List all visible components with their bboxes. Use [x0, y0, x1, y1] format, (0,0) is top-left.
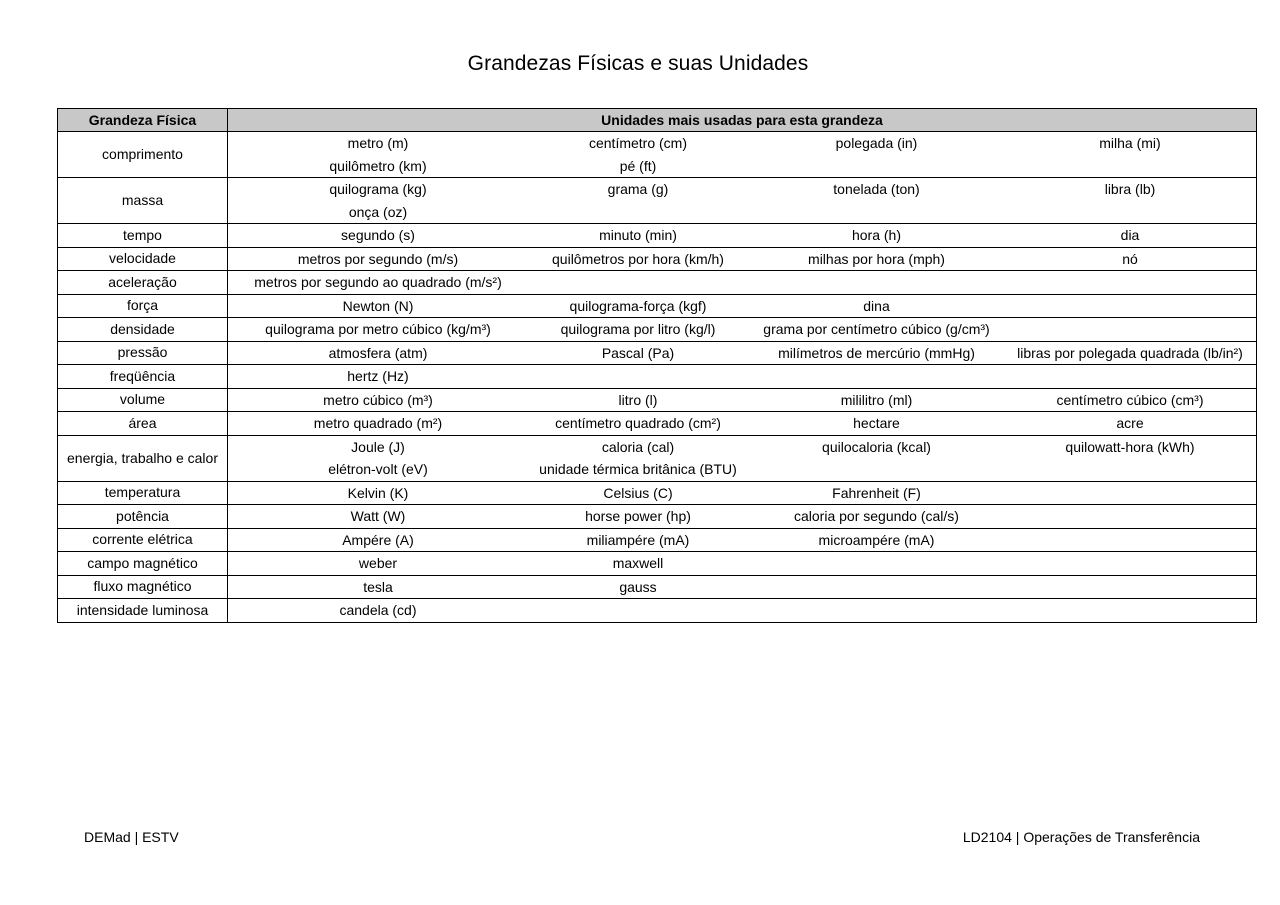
quantity-cell: volume — [58, 388, 228, 412]
unit-entry — [528, 201, 748, 224]
header-quantity: Grandeza Física — [58, 109, 228, 132]
unit-entry — [748, 271, 1005, 294]
units-line — [228, 295, 1256, 318]
unit-entry: Celsius (C) — [603, 484, 673, 501]
page-title: Grandezas Físicas e suas Unidades — [467, 52, 809, 75]
unit-entry: metro quadrado (m²) — [313, 415, 443, 431]
units-cell — [228, 178, 1257, 224]
footer-left: DEMad | ESTV — [84, 829, 179, 845]
unit-entry: metro cúbico (m³) — [323, 391, 433, 408]
quantity-cell: comprimento — [58, 132, 228, 178]
unit-entry: grama por centímetro cúbico (g/cm³) — [763, 321, 990, 337]
units-cell — [228, 552, 1257, 576]
unit-entry: onça (oz) — [348, 203, 408, 220]
unit-entry — [1005, 529, 1255, 552]
quantity-cell: campo magnético — [58, 552, 228, 576]
unit-entry: microampére (mA) — [818, 531, 935, 548]
unit-entry: horse power (hp) — [585, 508, 691, 524]
unit-entry: polegada (in) — [835, 135, 918, 151]
units-line — [228, 224, 1256, 247]
quantity-cell: potência — [58, 505, 228, 529]
units-cell — [228, 294, 1257, 318]
unit-entry — [748, 201, 1005, 224]
units-cell — [228, 505, 1257, 529]
unit-entry: metros por segundo ao quadrado (m/s²) — [254, 274, 502, 290]
unit-entry: centímetro cúbico (cm³) — [1056, 391, 1204, 408]
unit-entry: tonelada (ton) — [833, 181, 920, 197]
unit-entry — [748, 365, 1005, 388]
unit-entry — [1005, 365, 1255, 388]
unit-entry: caloria (cal) — [601, 438, 675, 455]
unit-entry: Pascal (Pa) — [601, 344, 675, 361]
units-cell — [228, 412, 1257, 436]
units-line — [228, 365, 1256, 388]
unit-entry: miliampére (mA) — [586, 531, 690, 548]
units-line — [228, 342, 1256, 365]
units-line — [228, 576, 1256, 599]
table-body — [58, 132, 1257, 623]
units-line — [228, 132, 1256, 155]
unit-entry: litro (l) — [618, 391, 658, 408]
units-cell — [228, 528, 1257, 552]
table-row — [58, 271, 1257, 295]
unit-entry — [1005, 482, 1255, 505]
footer-right: LD2104 | Operações de Transferência — [962, 829, 1200, 845]
table-header-row — [58, 109, 1257, 132]
units-cell — [228, 435, 1257, 481]
unit-entry: quilocaloria (kcal) — [822, 438, 931, 455]
quantity-cell: intensidade luminosa — [58, 599, 228, 623]
units-cell — [228, 599, 1257, 623]
unit-entry: tesla — [363, 578, 393, 595]
unit-entry — [1005, 201, 1255, 224]
unit-entry: quilograma (kg) — [329, 181, 427, 197]
unit-entry: milhas por hora (mph) — [808, 250, 945, 267]
unit-entry — [748, 458, 1005, 481]
table-row — [58, 365, 1257, 389]
table-row — [58, 599, 1257, 623]
quantity-cell: temperatura — [58, 481, 228, 505]
unit-entry: Fahrenheit (F) — [832, 484, 921, 501]
units-line — [228, 552, 1256, 575]
units-line — [228, 201, 1256, 224]
table-row — [58, 552, 1257, 576]
unit-entry: milha (mi) — [1099, 135, 1161, 151]
unit-entry: quilômetros por hora (km/h) — [552, 250, 724, 267]
unit-entry: quilograma por litro (kg/l) — [560, 321, 716, 337]
table-row — [58, 505, 1257, 529]
unit-entry: Joule (J) — [351, 438, 405, 455]
quantity-cell: corrente elétrica — [58, 528, 228, 552]
unit-entry: quilômetro (km) — [329, 157, 427, 174]
quantity-cell: massa — [58, 178, 228, 224]
unit-entry: hectare — [853, 415, 900, 431]
unit-entry: weber — [358, 555, 398, 571]
table-row — [58, 481, 1257, 505]
header-units: Unidades mais usadas para esta grandeza — [228, 109, 1257, 132]
unit-entry — [528, 599, 748, 622]
unit-entry: maxwell — [612, 555, 664, 571]
unit-entry — [528, 365, 748, 388]
unit-entry: milímetros de mercúrio (mmHg) — [778, 344, 975, 361]
units-cell — [228, 365, 1257, 389]
unit-entry: dina — [863, 297, 890, 314]
unit-entry: metros por segundo (m/s) — [297, 250, 459, 267]
unit-entry: metro (m) — [347, 135, 409, 151]
units-cell — [228, 224, 1257, 248]
unit-entry: grama (g) — [607, 181, 669, 197]
unit-entry — [748, 552, 1005, 575]
unit-entry: Kelvin (K) — [347, 484, 409, 501]
quantity-cell: energia, trabalho e calor — [58, 435, 228, 481]
units-line — [228, 529, 1256, 552]
unit-entry — [1005, 271, 1255, 294]
quantity-cell: área — [58, 412, 228, 436]
unit-entry: segundo (s) — [341, 227, 415, 243]
table-row — [58, 294, 1257, 318]
units-line — [228, 318, 1256, 341]
unit-entry: candela (cd) — [339, 602, 417, 618]
quantity-cell: pressão — [58, 341, 228, 365]
unit-entry: libra (lb) — [1104, 181, 1156, 197]
units-cell — [228, 247, 1257, 271]
unit-entry: Ampére (A) — [342, 531, 414, 548]
unit-entry: unidade térmica britânica (BTU) — [539, 461, 737, 477]
table-row — [58, 318, 1257, 342]
table-row — [58, 247, 1257, 271]
quantity-cell: freqüência — [58, 365, 228, 389]
unit-entry: Watt (W) — [350, 508, 406, 524]
units-line — [228, 248, 1256, 271]
unit-entry — [1005, 576, 1255, 599]
quantity-cell: aceleração — [58, 271, 228, 295]
units-line — [228, 271, 1256, 294]
quantity-cell: velocidade — [58, 247, 228, 271]
unit-entry — [1005, 318, 1255, 341]
unit-entry: dia — [1120, 227, 1140, 243]
units-cell — [228, 575, 1257, 599]
unit-entry — [1005, 552, 1255, 575]
unit-entry: hertz (Hz) — [347, 368, 409, 384]
units-cell — [228, 132, 1257, 178]
unit-entry: acre — [1116, 415, 1144, 431]
units-line — [228, 482, 1256, 505]
unit-entry: caloria por segundo (cal/s) — [794, 508, 959, 524]
table-row — [58, 528, 1257, 552]
units-cell — [228, 341, 1257, 365]
quantity-cell: força — [58, 294, 228, 318]
unit-entry: quilowatt-hora (kWh) — [1065, 438, 1195, 455]
unit-entry: nó — [1122, 250, 1138, 267]
unit-entry: elétron-volt (eV) — [328, 461, 428, 477]
table-row — [58, 435, 1257, 481]
unit-entry: centímetro quadrado (cm²) — [555, 415, 721, 431]
unit-entry — [1005, 505, 1255, 528]
table-row — [58, 575, 1257, 599]
quantity-cell: tempo — [58, 224, 228, 248]
unit-entry — [1005, 458, 1255, 481]
table-row — [58, 341, 1257, 365]
unit-entry: quilograma por metro cúbico (kg/m³) — [265, 321, 491, 337]
quantity-cell: densidade — [58, 318, 228, 342]
units-cell — [228, 271, 1257, 295]
units-cell — [228, 318, 1257, 342]
units-line — [228, 155, 1256, 178]
units-line — [228, 599, 1256, 622]
units-table — [57, 108, 1257, 623]
unit-entry: libras por polegada quadrada (lb/in²) — [1017, 344, 1243, 361]
unit-entry — [748, 155, 1005, 178]
unit-entry: gauss — [619, 578, 657, 595]
unit-entry: hora (h) — [851, 227, 902, 243]
unit-entry: Newton (N) — [342, 297, 414, 314]
table-row — [58, 224, 1257, 248]
units-line — [228, 412, 1256, 435]
units-line — [228, 505, 1256, 528]
unit-entry: quilograma-força (kgf) — [569, 297, 707, 314]
table-row — [58, 388, 1257, 412]
table-row — [58, 178, 1257, 224]
unit-entry — [528, 271, 748, 294]
unit-entry — [1005, 155, 1255, 178]
units-cell — [228, 481, 1257, 505]
units-line — [228, 389, 1256, 412]
units-line — [228, 436, 1256, 459]
unit-entry: centímetro (cm) — [588, 135, 687, 151]
units-line — [228, 178, 1256, 201]
unit-entry — [748, 599, 1005, 622]
unit-entry — [1005, 295, 1255, 318]
units-cell — [228, 388, 1257, 412]
unit-entry — [1005, 599, 1255, 622]
units-line — [228, 458, 1256, 481]
unit-entry: pé (ft) — [619, 157, 657, 174]
unit-entry — [748, 576, 1005, 599]
table-row — [58, 132, 1257, 178]
quantity-cell: fluxo magnético — [58, 575, 228, 599]
unit-entry: minuto (min) — [599, 227, 677, 243]
table-row — [58, 412, 1257, 436]
unit-entry: mililitro (ml) — [840, 391, 913, 408]
unit-entry: atmosfera (atm) — [328, 344, 428, 361]
